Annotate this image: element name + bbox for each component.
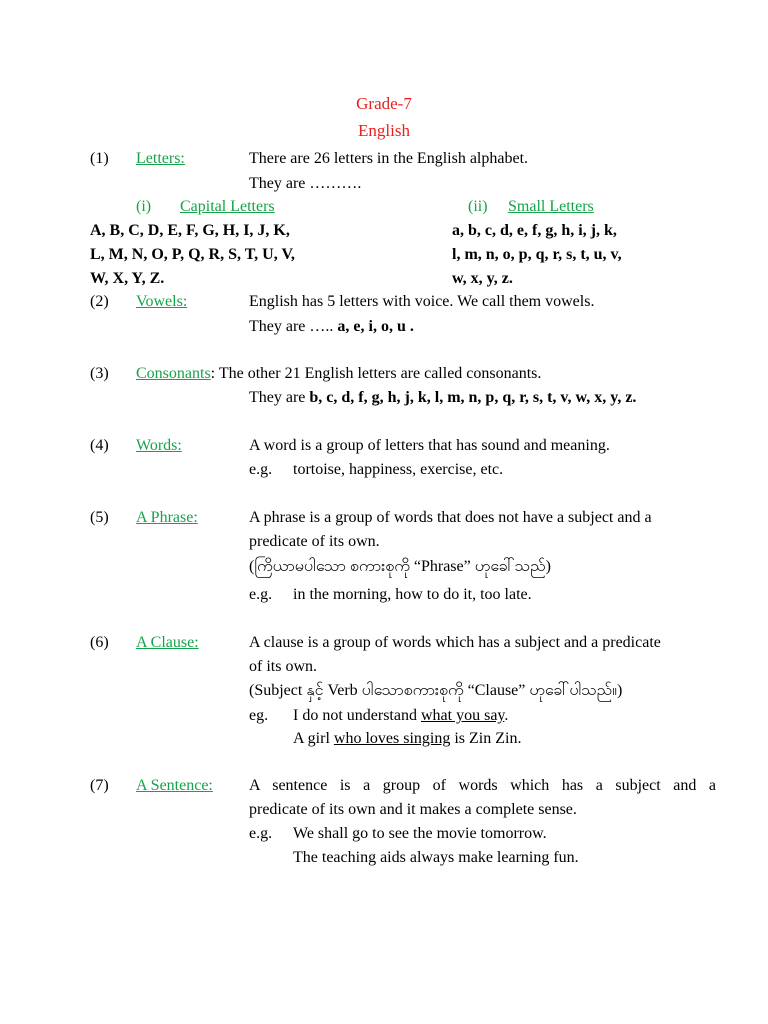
vowels-prefix: They are ….. — [249, 318, 338, 335]
consonants-prefix: They are — [249, 389, 310, 406]
consonants-letters: b, c, d, f, g, h, j, k, l, m, n, p, q, r, s, t, v, w, x, y, z. — [309, 389, 637, 406]
eg-label: eg. — [249, 707, 269, 724]
vowels-list — [249, 317, 414, 337]
phrase-example: in the morning, how to do it, too late. — [293, 586, 532, 603]
small-heading: Small Letters — [508, 198, 594, 215]
words-definition: A word is a group of letters that has sound and meaning. — [249, 437, 610, 454]
clause-ex1-post: . — [504, 707, 509, 724]
subject-title: English — [358, 121, 410, 140]
small-row: l, m, n, o, p, q, r, s, t, u, v, — [452, 246, 622, 263]
section-number: (7) — [90, 777, 109, 794]
clause-ex1-pre: I do not understand — [293, 707, 421, 724]
small-number: (ii) — [468, 198, 488, 215]
term-sentence: A Sentence: — [136, 777, 213, 794]
words-example: tortoise, happiness, exercise, etc. — [293, 461, 504, 478]
phrase-definition-cont: predicate of its own. — [249, 533, 380, 550]
section-number: (1) — [90, 150, 109, 167]
clause-ex2-pre: A girl — [293, 730, 334, 747]
capital-row: W, X, Y, Z. — [90, 270, 165, 287]
sentence-example-1: We shall go to see the movie tomorrow. — [293, 825, 547, 842]
sentence-definition: A sentence is a group of words which has a subject and a — [249, 777, 716, 794]
capital-number: (i) — [136, 198, 152, 215]
consonants-list — [249, 388, 636, 408]
clause-ex1-underlined: what you say — [420, 707, 505, 724]
section-number: (2) — [90, 293, 109, 310]
letters-definition: There are 26 letters in the English alphabet. — [249, 150, 529, 167]
capital-row: L, M, N, O, P, Q, R, S, T, U, V, — [90, 246, 295, 263]
term-clause: A Clause: — [136, 634, 199, 651]
capital-heading: Capital Letters — [180, 198, 275, 215]
sentence-example-2: The teaching aids always make learning fun. — [293, 849, 579, 866]
term-vowels: Vowels: — [136, 293, 188, 310]
eg-label: e.g. — [249, 825, 273, 842]
clause-example-1 — [293, 706, 508, 726]
sentence-definition-cont: predicate of its own and it makes a complete sense. — [249, 801, 577, 818]
phrase-definition: A phrase is a group of words that does not have a subject and a — [249, 509, 652, 526]
clause-ex2-post: is Zin Zin. — [450, 730, 522, 747]
phrase-myanmar-note: (ကြိယာမပါသော စကားစုကို “Phrase” ဟုခေါ်သည်) — [249, 558, 551, 575]
consonants-line — [136, 364, 541, 384]
small-row: a, b, c, d, e, f, g, h, i, j, k, — [452, 222, 617, 239]
eg-label: e.g. — [249, 461, 273, 478]
grade-title: Grade-7 — [356, 94, 412, 113]
term-words: Words: — [136, 437, 182, 454]
clause-myanmar-note: (Subject နှင့် Verb ပါသောစကားစုကို “Clause” ဟုခေါ်ပါသည်။) — [249, 682, 623, 699]
vowels-definition: English has 5 letters with voice. We call them vowels. — [249, 293, 595, 310]
letters-they-are: They are ………. — [249, 175, 362, 192]
eg-label: e.g. — [249, 586, 273, 603]
section-number: (5) — [90, 509, 109, 526]
term-letters: Letters: — [136, 150, 185, 167]
clause-definition: A clause is a group of words which has a subject and a predicate — [249, 634, 661, 651]
small-row: w, x, y, z. — [452, 270, 513, 287]
term-consonants: Consonants — [136, 365, 211, 382]
consonants-definition: : The other 21 English letters are called consonants. — [210, 365, 542, 382]
clause-example-2 — [293, 729, 521, 749]
term-phrase: A Phrase: — [136, 509, 198, 526]
section-number: (4) — [90, 437, 109, 454]
clause-ex2-underlined: who loves singing — [333, 730, 451, 747]
capital-row: A, B, C, D, E, F, G, H, I, J, K, — [90, 222, 290, 239]
section-number: (6) — [90, 634, 109, 651]
section-number: (3) — [90, 365, 109, 382]
vowels-letters: a, e, i, o, u . — [337, 318, 414, 335]
clause-definition-cont: of its own. — [249, 658, 317, 675]
